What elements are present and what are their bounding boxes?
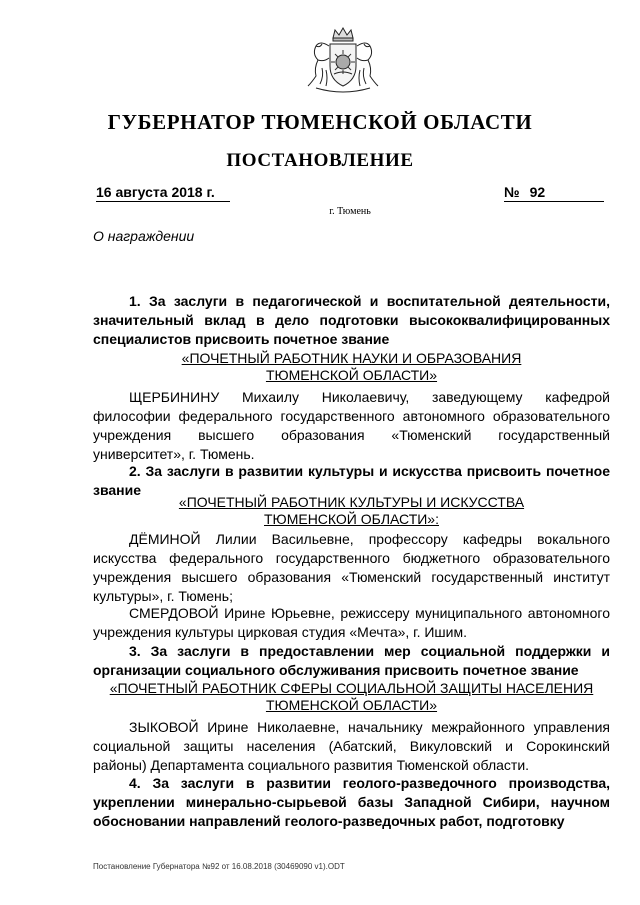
- section-2-recipient: СМЕРДОВОЙ Ирине Юрьевне, режиссеру муниципального автономного учреждения культуры цирковая студия «Мечта», г. Ишим.: [93, 605, 610, 640]
- section-2-title-line: ТЮМЕНСКОЙ ОБЛАСТИ»:: [264, 511, 439, 527]
- document-number: [504, 184, 604, 202]
- document-place: г. Тюмень: [329, 206, 371, 217]
- section-2-title: [93, 494, 610, 528]
- section-1-title-line: «ПОЧЕТНЫЙ РАБОТНИК НАУКИ И ОБРАЗОВАНИЯ: [181, 350, 522, 366]
- section-2-intro: 2. За заслуги в развитии культуры и искусства присвоить почетное звание: [93, 463, 610, 498]
- section-4-intro: 4. За заслуги в развитии геолого-разведочного производства, укреплении минерально-сырьевой базы Западной Сибири, научном обосновании направлений геолого-разведочных работ, подготовку: [93, 775, 610, 829]
- section-1-title: [93, 350, 610, 384]
- section-1-intro: 1. За заслуги в педагогической и воспитательной деятельности, значительный вклад в дело подготовки высококвалифицированных специалистов присвоить почетное звание: [93, 293, 610, 347]
- section-1-title-line: ТЮМЕНСКОЙ ОБЛАСТИ»: [265, 367, 438, 383]
- tyumen-coat-of-arms-icon: [302, 24, 384, 96]
- document-footer: Постановление Губернатора №92 от 16.08.2018 (30469090 v1).ODT: [93, 862, 345, 871]
- section-2-recipient: ДЁМИНОЙ Лилии Васильевне, профессору кафедры вокального искусства федерального государственного бюджетного образовательного учреждения высшего образования «Тюменский государственный институт культуры», г. Тюмень;: [93, 531, 610, 604]
- section-3-intro: 3. За заслуги в предоставлении мер социальной поддержки и организации социального обслуживания присвоить почетное звание: [93, 643, 610, 678]
- number-label: №: [504, 184, 520, 200]
- section-3-title-line: «ПОЧЕТНЫЙ РАБОТНИК СФЕРЫ СОЦИАЛЬНОЙ ЗАЩИТЫ НАСЕЛЕНИЯ: [109, 680, 594, 696]
- number-value: 92: [529, 184, 546, 200]
- document-type: ПОСТАНОВЛЕНИЕ: [226, 150, 414, 171]
- section-3-title-line: ТЮМЕНСКОЙ ОБЛАСТИ»: [265, 697, 438, 713]
- section-3-recipient: ЗЫКОВОЙ Ирине Николаевне, начальнику межрайонного управления социальной защиты населения (Абатский, Викуловский и Сорокинский районы) Департамента социального развития Тюменской области.: [93, 719, 610, 773]
- section-1-recipient: ЩЕРБИНИНУ Михаилу Николаевичу, заведующему кафедрой философии федерального государственного автономного образовательного учреждения высшего образования «Тюменский государственный университет», г. Тюмень.: [93, 389, 610, 462]
- section-3-title: [93, 680, 610, 714]
- section-2-title-line: «ПОЧЕТНЫЙ РАБОТНИК КУЛЬТУРЫ И ИСКУССТВА: [178, 494, 525, 510]
- document-date: 16 августа 2018 г.: [96, 184, 230, 202]
- document-title: ГУБЕРНАТОР ТЮМЕНСКОЙ ОБЛАСТИ: [107, 110, 533, 134]
- document-subject: О награждении: [93, 228, 195, 244]
